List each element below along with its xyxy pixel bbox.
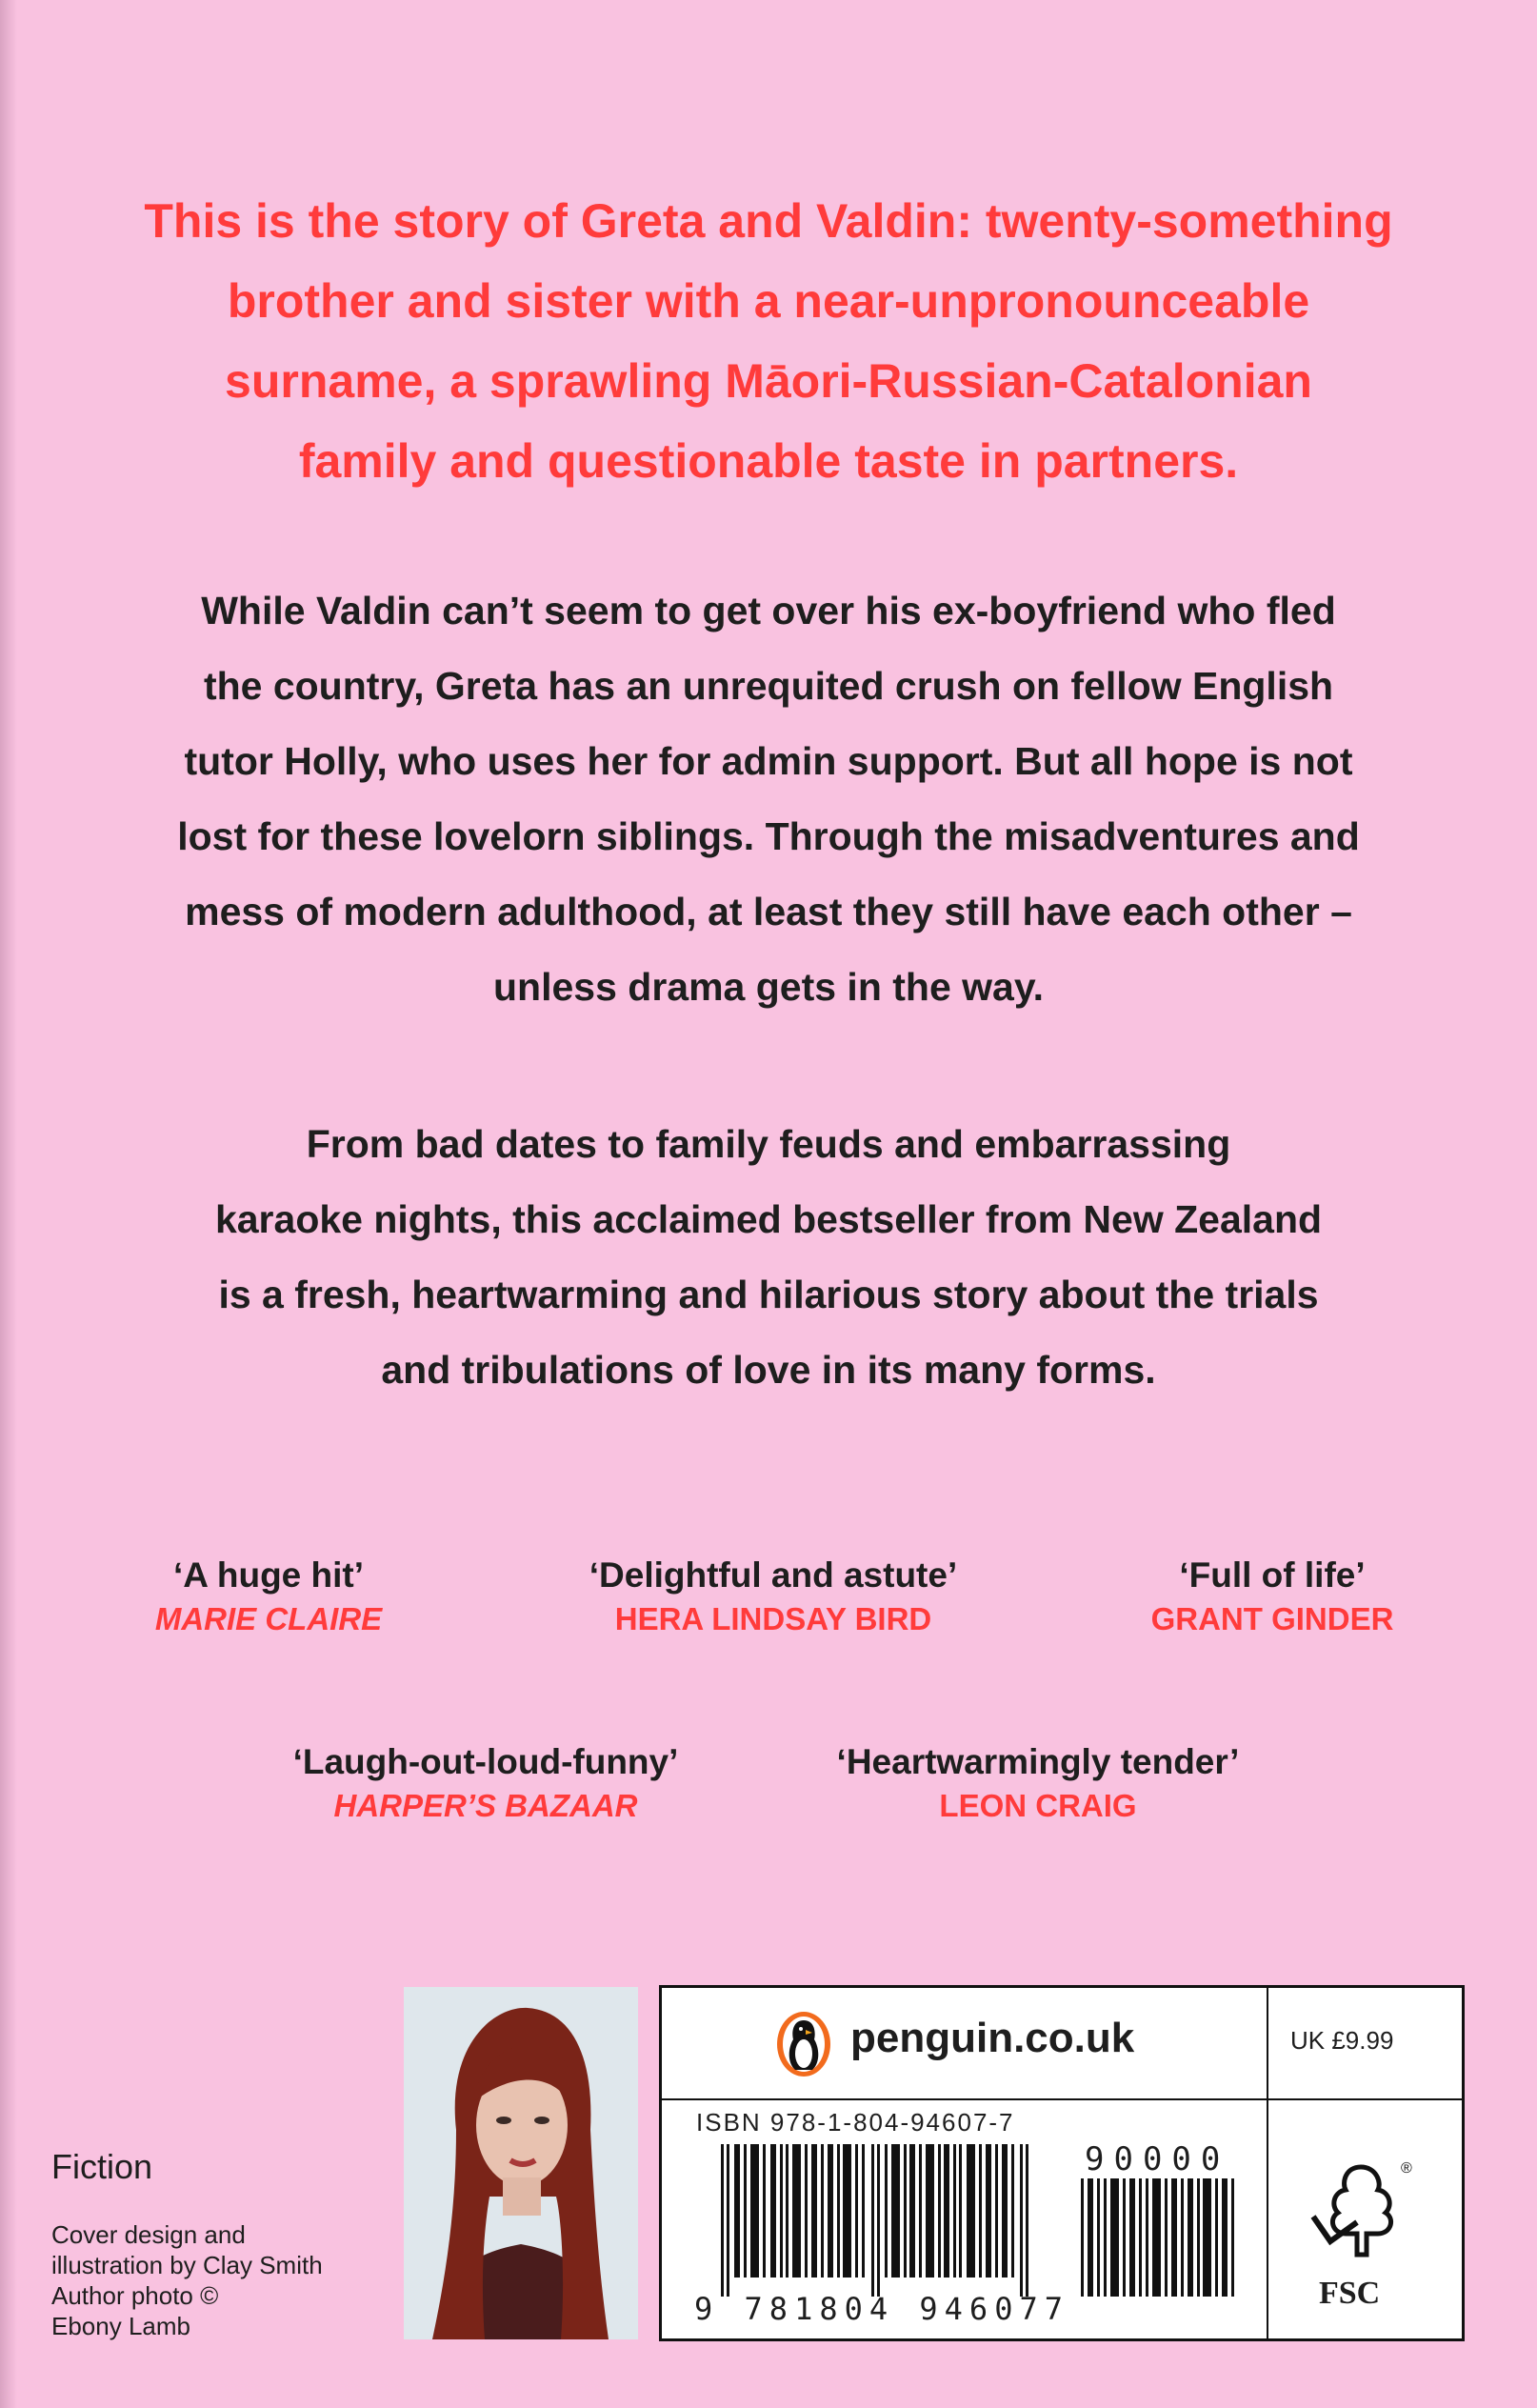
panel-divider (1267, 1988, 1268, 2338)
price-addon-barcode (1081, 2178, 1235, 2297)
author-photo (404, 1987, 638, 2339)
genre-label: Fiction (51, 2147, 153, 2186)
synopsis-paragraph-1 (67, 573, 1470, 1025)
lead-line: family and questionable taste in partners. (298, 434, 1239, 488)
lead-line: surname, a sprawling Māori-Russian-Catalonian (225, 354, 1312, 408)
quote-source: HARPER’S BAZAAR (333, 1788, 638, 1823)
credit-line: Cover design and (51, 2220, 246, 2249)
registered-mark: ® (1401, 2160, 1412, 2177)
synopsis-line: unless drama gets in the way. (493, 965, 1044, 1009)
isbn-number: ISBN 978-1-804-94607-7 (696, 2108, 1015, 2137)
fsc-tree-icon (1300, 2150, 1424, 2274)
synopsis-line: From bad dates to family feuds and embarrassing (306, 1122, 1231, 1166)
cover-credits (51, 2219, 413, 2341)
review-quote (219, 1739, 752, 1827)
credit-line: Author photo © (51, 2281, 219, 2310)
quote-text: ‘Laugh-out-loud-funny’ (292, 1742, 679, 1781)
review-quote (2, 1553, 535, 1640)
lead-line: brother and sister with a near-unpronounceable (227, 274, 1310, 328)
ean-barcode (721, 2144, 1035, 2297)
synopsis-line: mess of modern adulthood, at least they still have each other – (185, 890, 1352, 933)
quote-source: MARIE CLAIRE (154, 1601, 383, 1636)
review-quote (1006, 1553, 1537, 1640)
publisher-website: penguin.co.uk (850, 2015, 1135, 2061)
penguin-logo-icon (776, 2011, 831, 2077)
credit-line: illustration by Clay Smith (51, 2251, 323, 2279)
lead-blurb (86, 181, 1451, 501)
synopsis-line: is a fresh, heartwarming and hilarious story about the trials (218, 1273, 1319, 1316)
ean-digits: 9 781804 946077 (694, 2291, 1069, 2327)
author-portrait-illustration (404, 1987, 638, 2339)
price-label: UK £9.99 (1290, 2026, 1394, 2055)
addon-digits: 90000 (1085, 2140, 1230, 2178)
synopsis-line: While Valdin can’t seem to get over his ex-boyfriend who fled (201, 589, 1336, 632)
credit-line: Ebony Lamb (51, 2312, 190, 2340)
synopsis-line: lost for these lovelorn siblings. Through the misadventures and (177, 814, 1360, 858)
quote-source: LEON CRAIG (939, 1788, 1137, 1823)
spine-shadow (0, 0, 17, 2408)
quote-text: ‘A huge hit’ (172, 1555, 365, 1595)
synopsis-paragraph-2 (67, 1107, 1470, 1408)
review-quote (771, 1739, 1305, 1827)
quote-source: HERA LINDSAY BIRD (614, 1601, 932, 1636)
review-quote (507, 1553, 1040, 1640)
quote-text: ‘Full of life’ (1179, 1555, 1366, 1595)
lead-line: This is the story of Greta and Valdin: twenty-something (144, 194, 1393, 248)
barcode-panel (659, 1985, 1465, 2341)
synopsis-line: and tribulations of love in its many forms. (381, 1348, 1156, 1392)
fsc-label: FSC (1319, 2276, 1381, 2311)
synopsis-line: tutor Holly, who uses her for admin support. But all hope is not (184, 739, 1353, 783)
quote-text: ‘Delightful and astute’ (589, 1555, 958, 1595)
synopsis-line: karaoke nights, this acclaimed bestseller from New Zealand (214, 1197, 1323, 1241)
quote-text: ‘Heartwarmingly tender’ (836, 1742, 1240, 1781)
synopsis-line: the country, Greta has an unrequited crush on fellow English (203, 664, 1334, 708)
quote-source: GRANT GINDER (1150, 1601, 1394, 1636)
